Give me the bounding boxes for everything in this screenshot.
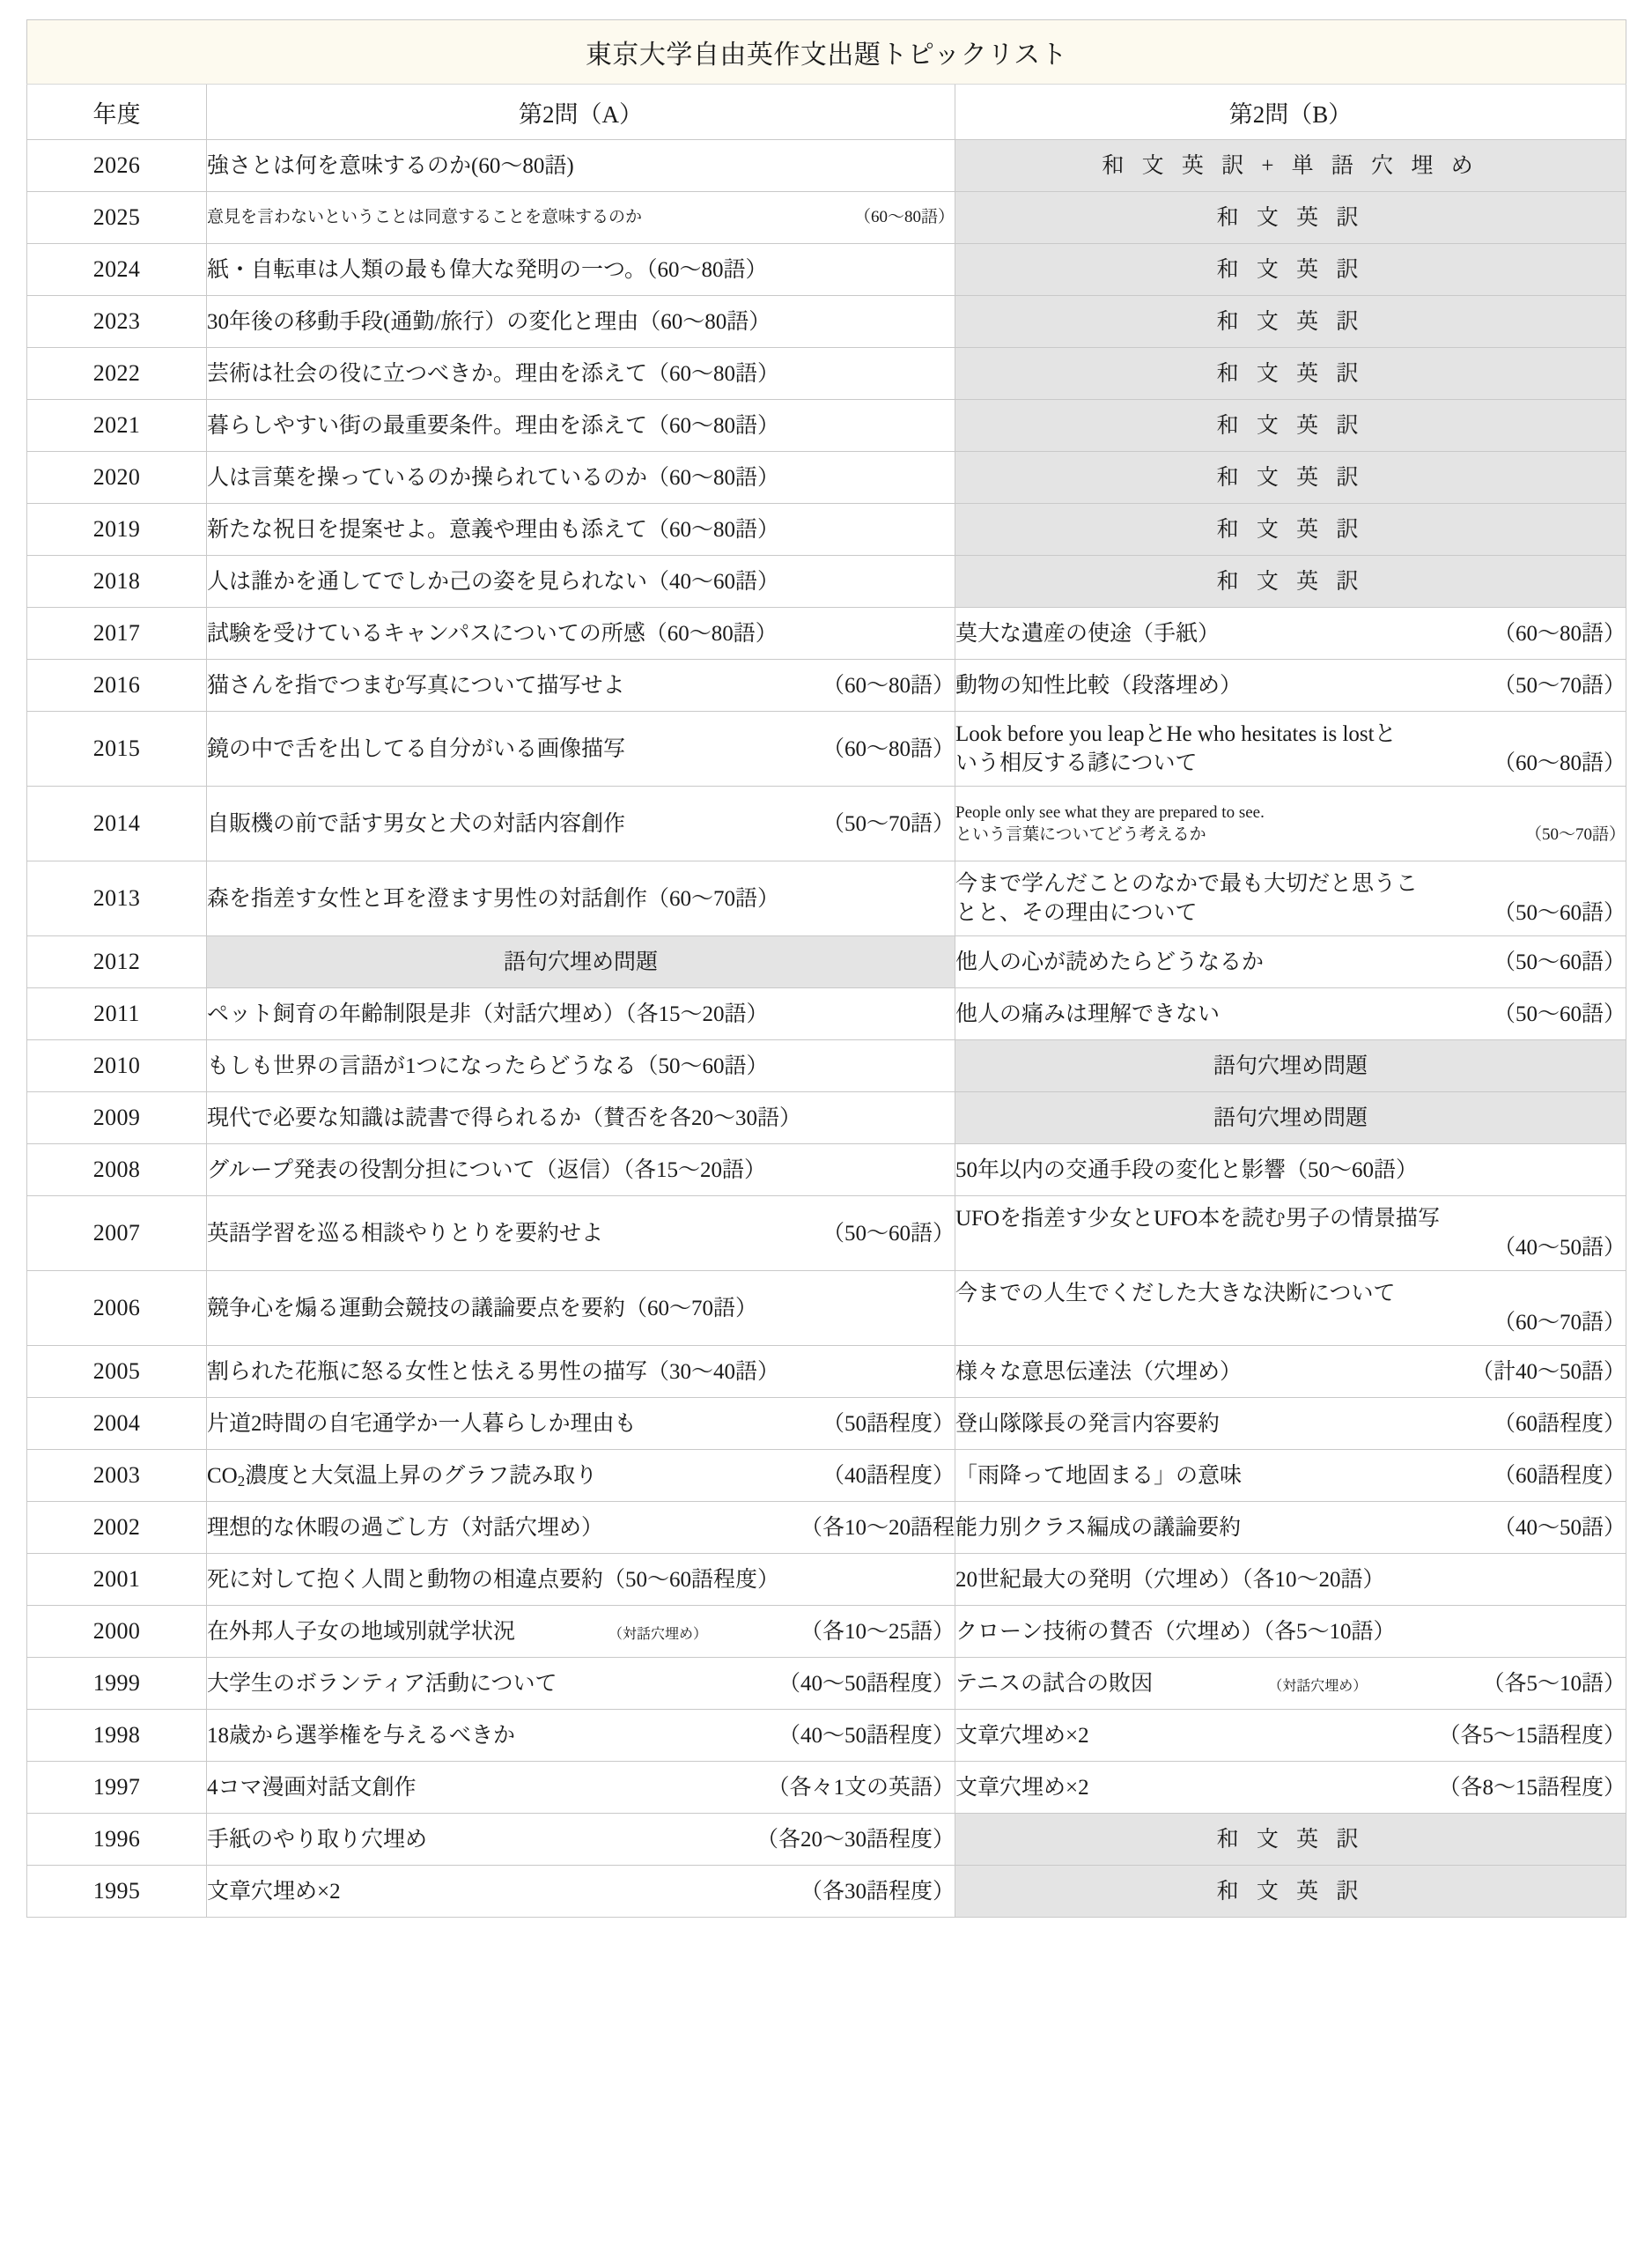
- cell-question-a-word-count: （各10〜25語）: [800, 1619, 955, 1644]
- table-row: [27, 1502, 1626, 1554]
- cell-question-b: [955, 1866, 1626, 1918]
- row-year: 2011: [27, 988, 207, 1040]
- cell-question-a-line: [207, 206, 955, 228]
- cell-question-a: [207, 1196, 955, 1271]
- table-row: [27, 1040, 1626, 1092]
- cell-question-a-text: 競争心を煽る運動会競技の議論要点を要約（60〜70語）: [207, 1296, 758, 1320]
- cell-question-a-line: [207, 1357, 955, 1386]
- cell-question-b-line-2: [955, 1308, 1626, 1337]
- cell-question-b-text: 語句穴埋め問題: [1213, 1054, 1368, 1078]
- cell-question-b-text: 和 文 英 訳: [1216, 1879, 1365, 1904]
- cell-question-a-word-count: （40〜50語程度）: [778, 1671, 955, 1696]
- cell-question-b-note: （対話穴埋め）: [1268, 1678, 1368, 1694]
- table-row: [27, 861, 1626, 936]
- cell-question-a-line: [207, 948, 955, 977]
- cell-question-a-word-count: （50語程度）: [822, 1411, 955, 1436]
- table-row: [27, 1658, 1626, 1710]
- cell-question-a-line: [207, 411, 955, 440]
- cell-question-a: [207, 348, 955, 400]
- cell-question-a-word-count: （各々1文の英語）: [767, 1775, 955, 1800]
- cell-question-b: [955, 1040, 1626, 1092]
- table-row: [27, 296, 1626, 348]
- table-row: [27, 608, 1626, 660]
- cell-question-b: [955, 861, 1626, 936]
- row-year: 2013: [27, 861, 207, 936]
- row-year: 1999: [27, 1658, 207, 1710]
- cell-question-a-text: 新たな祝日を提案せよ。意義や理由も添えて（60〜80語）: [207, 517, 780, 542]
- cell-question-a-text: $CO_2$濃度と大気温上昇のグラフ読み取り: [207, 1463, 598, 1490]
- cell-question-b-line: [955, 1669, 1626, 1698]
- cell-question-a-line: [207, 810, 955, 839]
- row-year: 2007: [27, 1196, 207, 1271]
- table-row: [27, 787, 1626, 861]
- cell-question-b-line: [955, 1461, 1626, 1490]
- cell-question-a: [207, 608, 955, 660]
- cell-question-a-word-count: （50〜70語）: [822, 811, 955, 836]
- cell-question-b-text: 和 文 英 訳: [1216, 257, 1365, 282]
- cell-question-a: [207, 1040, 955, 1092]
- cell-question-a-text: 30年後の移動手段(通勤/旅行）の変化と理由（60〜80語）: [207, 309, 771, 334]
- cell-question-b-text-2: とと、その理由について: [955, 901, 1198, 925]
- cell-question-a: [207, 712, 955, 787]
- cell-question-b: [955, 1762, 1626, 1814]
- table-row: [27, 1710, 1626, 1762]
- cell-question-b-word-count: （50〜70語）: [1524, 825, 1626, 844]
- cell-question-a-text: 森を指差す女性と耳を澄ます男性の対話創作（60〜70語）: [207, 886, 780, 911]
- table-row: [27, 400, 1626, 452]
- cell-question-a: [207, 988, 955, 1040]
- table-row: [27, 504, 1626, 556]
- cell-question-b-line: [955, 1156, 1626, 1185]
- cell-question-a-line: [207, 1104, 955, 1133]
- cell-question-a-line: [207, 1565, 955, 1594]
- cell-question-a-text: 18歳から選挙権を与えるべきか: [207, 1723, 516, 1748]
- header-col-a: 第2問（A）: [207, 85, 955, 140]
- cell-question-b: [955, 192, 1626, 244]
- cell-question-a: [207, 861, 955, 936]
- cell-question-a: [207, 140, 955, 192]
- row-year: 2009: [27, 1092, 207, 1144]
- cell-question-a-text: グループ発表の役割分担について（返信）（各15〜20語）: [207, 1157, 767, 1182]
- cell-question-a-text: 在外邦人子女の地域別就学状況: [207, 1619, 516, 1644]
- cell-question-b-word-count: （60語程度）: [1493, 1463, 1626, 1488]
- cell-question-a-text: 割られた花瓶に怒る女性と怯える男性の描写（30〜40語）: [207, 1359, 780, 1384]
- cell-question-b: [955, 1710, 1626, 1762]
- cell-question-b-line: [955, 203, 1626, 233]
- cell-question-a-text: 紙・自転車は人類の最も偉大な発明の一つ。（60〜80語）: [207, 257, 768, 282]
- cell-question-a: [207, 296, 955, 348]
- header-col-b: 第2問（B）: [955, 85, 1626, 140]
- cell-question-b-line-2: [955, 898, 1626, 928]
- cell-question-b: [955, 1502, 1626, 1554]
- cell-question-b-line: [955, 948, 1626, 977]
- cell-question-b-text: 登山隊隊長の発言内容要約: [955, 1411, 1221, 1436]
- table-row: [27, 1398, 1626, 1450]
- cell-question-b: [955, 660, 1626, 712]
- cell-question-b-word-count: （40〜50語）: [1493, 1515, 1626, 1540]
- cell-question-a-text: 手紙のやり取り穴埋め: [207, 1827, 428, 1852]
- row-year: 2018: [27, 556, 207, 608]
- cell-question-b-line: [955, 1104, 1626, 1133]
- row-year: 2003: [27, 1450, 207, 1502]
- cell-question-a-line: [207, 1721, 955, 1750]
- cell-question-a-line: [207, 1294, 955, 1323]
- row-year: 1995: [27, 1866, 207, 1918]
- cell-question-b-word-count: （60〜70語）: [1493, 1311, 1626, 1335]
- cell-question-a-line: [207, 152, 955, 181]
- cell-question-b-text: 他人の痛みは理解できない: [955, 1002, 1221, 1026]
- row-year: 2017: [27, 608, 207, 660]
- cell-question-a-word-count: （60〜80語）: [822, 673, 955, 698]
- cell-question-b-text: 語句穴埋め問題: [1213, 1105, 1368, 1130]
- cell-question-b: [955, 1450, 1626, 1502]
- row-year: 2023: [27, 296, 207, 348]
- cell-question-b-line: [955, 255, 1626, 285]
- cell-question-b-line-1: 今までの人生でくだした大きな決断について: [955, 1282, 1396, 1305]
- cell-question-a-text: 意見を言わないということは同意することを意味するのか: [207, 208, 643, 227]
- cell-question-b-line-1: UFOを指差す少女とUFO本を読む男子の情景描写: [955, 1207, 1441, 1231]
- table-row: [27, 1450, 1626, 1502]
- cell-question-b-text: 50年以内の交通手段の変化と影響（50〜60語）: [955, 1157, 1419, 1182]
- table-row: [27, 1606, 1626, 1658]
- cell-question-b-text: 他人の心が読めたらどうなるか: [955, 950, 1265, 974]
- cell-question-a-word-count: （60〜80語）: [853, 208, 955, 227]
- cell-question-b: [955, 504, 1626, 556]
- cell-question-a-line: [207, 307, 955, 336]
- row-year: 2012: [27, 936, 207, 988]
- cell-question-b-line: [955, 307, 1626, 336]
- table-row: [27, 244, 1626, 296]
- cell-question-a-text: 猫さんを指でつまむ写真について描写せよ: [207, 673, 625, 698]
- cell-question-a-text: 現代で必要な知識は読書で得られるか（賛否を各20〜30語）: [207, 1105, 802, 1130]
- table-row: [27, 1196, 1626, 1271]
- cell-question-a: [207, 1554, 955, 1606]
- cell-question-a: [207, 936, 955, 988]
- cell-question-b: [955, 988, 1626, 1040]
- cell-question-a: [207, 452, 955, 504]
- cell-question-b: [955, 1606, 1626, 1658]
- table-row: [27, 712, 1626, 787]
- cell-question-b-word-count: （40〜50語）: [1493, 1236, 1626, 1260]
- table-row: [27, 988, 1626, 1040]
- cell-question-a-line: [207, 1669, 955, 1698]
- cell-question-a-text: 自販機の前で話す男女と犬の対話内容創作: [207, 811, 626, 836]
- cell-question-b-word-count: （60語程度）: [1493, 1411, 1626, 1436]
- row-year: 2020: [27, 452, 207, 504]
- cell-question-b: [955, 1554, 1626, 1606]
- cell-question-a-line: [207, 884, 955, 913]
- cell-question-b: [955, 712, 1626, 787]
- cell-question-a: [207, 504, 955, 556]
- cell-question-b: [955, 936, 1626, 988]
- cell-question-b-line: [955, 515, 1626, 544]
- cell-question-a-line: [207, 1000, 955, 1029]
- cell-question-a-line: [207, 463, 955, 492]
- table-row: [27, 1144, 1626, 1196]
- cell-question-a-line: [207, 619, 955, 648]
- cell-question-a: [207, 1710, 955, 1762]
- cell-question-b: [955, 608, 1626, 660]
- table-row: [27, 1554, 1626, 1606]
- cell-question-a-line: [207, 515, 955, 544]
- cell-question-b-text: 和 文 英 訳: [1216, 413, 1365, 438]
- cell-question-b-text-2: いう相反する諺について: [955, 751, 1198, 775]
- row-year: 2002: [27, 1502, 207, 1554]
- cell-question-b-word-count: （計40〜50語）: [1471, 1359, 1626, 1384]
- cell-question-b: [955, 1658, 1626, 1710]
- cell-question-a-word-count: （40語程度）: [822, 1463, 955, 1488]
- cell-question-a: [207, 1502, 955, 1554]
- table-row: [27, 1092, 1626, 1144]
- cell-question-b-text: 20世紀最大の発明（穴埋め）（各10〜20語）: [955, 1567, 1385, 1592]
- cell-question-a: [207, 787, 955, 861]
- row-year: 2021: [27, 400, 207, 452]
- cell-question-a-text: 大学生のボランティア活動について: [207, 1671, 557, 1696]
- cell-question-a-text: 英語学習を巡る相談やりとりを要約せよ: [207, 1221, 604, 1246]
- cell-question-a-line: [207, 1156, 955, 1185]
- cell-question-b-word-count: （各5〜10語）: [1482, 1671, 1626, 1696]
- row-year: 1997: [27, 1762, 207, 1814]
- cell-question-b-line: [955, 411, 1626, 440]
- cell-question-b-text: テニスの試合の敗因: [955, 1671, 1154, 1696]
- cell-question-a-word-count: （各20〜30語程度）: [756, 1827, 955, 1852]
- row-year: 2008: [27, 1144, 207, 1196]
- cell-question-b-line: [955, 1409, 1626, 1438]
- cell-question-b-line-1: Look before you leapとHe who hesitates is lostと: [955, 722, 1397, 746]
- cell-question-b-word-count: （50〜60語）: [1493, 901, 1626, 925]
- cell-question-b: [955, 244, 1626, 296]
- table-row: [27, 348, 1626, 400]
- cell-question-a: [207, 400, 955, 452]
- cell-question-a: [207, 1606, 955, 1658]
- row-year: 2022: [27, 348, 207, 400]
- table-row: [27, 1346, 1626, 1398]
- cell-question-b: [955, 296, 1626, 348]
- cell-question-a-line: [207, 1825, 955, 1854]
- table-row: [27, 192, 1626, 244]
- cell-question-b: [955, 452, 1626, 504]
- row-year: 2000: [27, 1606, 207, 1658]
- cell-question-a: [207, 556, 955, 608]
- cell-question-b: [955, 1398, 1626, 1450]
- row-year: 1998: [27, 1710, 207, 1762]
- cell-question-b-line-2: [955, 824, 1626, 846]
- cell-question-b-line: [955, 1721, 1626, 1750]
- cell-question-b-word-count: （60〜80語）: [1493, 751, 1626, 775]
- cell-question-b-text: 能力別クラス編成の議論要約: [955, 1515, 1242, 1540]
- cell-question-a-word-count: （各10〜20語程: [800, 1515, 955, 1540]
- cell-question-b: [955, 1814, 1626, 1866]
- cell-question-a: [207, 1658, 955, 1710]
- cell-question-b-word-count: （50〜70語）: [1493, 673, 1626, 698]
- row-year: 2015: [27, 712, 207, 787]
- table-row: [27, 1866, 1626, 1918]
- cell-question-b-text: 様々な意思伝達法（穴埋め）: [955, 1359, 1243, 1384]
- cell-question-a-line: [207, 1461, 955, 1490]
- cell-question-a: [207, 1866, 955, 1918]
- cell-question-b-text: 文章穴埋め×2: [955, 1723, 1089, 1748]
- cell-question-a-note: （対話穴埋め）: [608, 1626, 707, 1642]
- topic-table: [26, 19, 1626, 1918]
- cell-question-b: [955, 1346, 1626, 1398]
- cell-question-b-line-1: People only see what they are prepared to see.: [955, 802, 1265, 822]
- cell-question-b-line: [955, 1825, 1626, 1854]
- title-row: [27, 20, 1626, 85]
- cell-question-a-text: もしも世界の言語が1つになったらどうなる（50〜60語）: [207, 1054, 769, 1078]
- cell-question-a-word-count: （40〜50語程度）: [778, 1723, 955, 1748]
- cell-question-a-text: 語句穴埋め問題: [503, 950, 658, 974]
- row-year: 2001: [27, 1554, 207, 1606]
- cell-question-b-text: 和 文 英 訳: [1216, 569, 1365, 594]
- cell-question-b-line-2: [955, 749, 1626, 778]
- cell-question-b: [955, 400, 1626, 452]
- cell-question-a-text: 片道2時間の自宅通学か一人暮らしか理由も: [207, 1411, 637, 1436]
- cell-question-b-line: [955, 359, 1626, 388]
- table-row: [27, 1271, 1626, 1346]
- cell-question-b-line-1: 今まで学んだことのなかで最も大切だと思うこ: [955, 872, 1419, 896]
- row-year: 2006: [27, 1271, 207, 1346]
- cell-question-a-text: 鏡の中で舌を出してる自分がいる画像描写: [207, 736, 626, 761]
- cell-question-b-line: [955, 1773, 1626, 1802]
- cell-question-a-line: [207, 359, 955, 388]
- cell-question-b-word-count: （各8〜15語程度）: [1438, 1775, 1626, 1800]
- cell-question-b-text: 和 文 英 訳: [1216, 309, 1365, 334]
- cell-question-a: [207, 1271, 955, 1346]
- cell-question-a: [207, 1814, 955, 1866]
- cell-question-a-text: 人は言葉を操っているのか操られているのか（60〜80語）: [207, 465, 780, 490]
- table-row: [27, 1762, 1626, 1814]
- cell-question-b: [955, 1271, 1626, 1346]
- row-year: 2014: [27, 787, 207, 861]
- cell-question-a-text: 死に対して抱く人間と動物の相違点要約（50〜60語程度）: [207, 1567, 780, 1592]
- cell-question-b-text: 莫大な遺産の使途（手紙）: [955, 621, 1221, 646]
- cell-question-a-text: 人は誰かを通してでしか己の姿を見られない（40〜60語）: [207, 569, 780, 594]
- header-year: 年度: [27, 85, 207, 140]
- row-year: 1996: [27, 1814, 207, 1866]
- cell-question-b-line: [955, 463, 1626, 492]
- cell-question-b-text: 文章穴埋め×2: [955, 1775, 1089, 1800]
- table-row: [27, 452, 1626, 504]
- cell-question-b-line: [955, 671, 1626, 700]
- cell-question-a: [207, 244, 955, 296]
- cell-question-b-text-2: という言葉についてどう考えるか: [955, 825, 1206, 844]
- table-row: [27, 556, 1626, 608]
- cell-question-b-line: [955, 1052, 1626, 1081]
- cell-question-b-text: 和 文 英 訳: [1216, 1827, 1365, 1852]
- row-year: 2010: [27, 1040, 207, 1092]
- cell-question-b-line: [955, 1000, 1626, 1029]
- row-year: 2016: [27, 660, 207, 712]
- cell-question-a-line: [207, 735, 955, 764]
- cell-question-b: [955, 556, 1626, 608]
- cell-question-b-text: 和 文 英 訳: [1216, 361, 1365, 386]
- table-header-row: [27, 85, 1626, 140]
- cell-question-a-word-count: （50〜60語）: [822, 1221, 955, 1246]
- cell-question-b-text: クローン技術の賛否（穴埋め）（各5〜10語）: [955, 1619, 1396, 1644]
- cell-question-b-line: [955, 567, 1626, 596]
- cell-question-b-line: [955, 152, 1626, 181]
- cell-question-b-line: [955, 1617, 1626, 1646]
- cell-question-b-line-2: [955, 1233, 1626, 1262]
- cell-question-a-line: [207, 1052, 955, 1081]
- cell-question-a-text: 文章穴埋め×2: [207, 1879, 341, 1904]
- cell-question-a: [207, 1450, 955, 1502]
- cell-question-a-line: [207, 1409, 955, 1438]
- cell-question-a-line: [207, 1617, 955, 1646]
- cell-question-b-word-count: （60〜80語）: [1493, 621, 1626, 646]
- table-row: [27, 936, 1626, 988]
- cell-question-a: [207, 1762, 955, 1814]
- cell-question-a: [207, 1144, 955, 1196]
- cell-question-b-line: [955, 619, 1626, 648]
- cell-question-b-word-count: （50〜60語）: [1493, 1002, 1626, 1026]
- cell-question-a-text: 暮らしやすい街の最重要条件。理由を添えて（60〜80語）: [207, 413, 780, 438]
- cell-question-b-word-count: （50〜60語）: [1493, 950, 1626, 974]
- cell-question-a-line: [207, 1877, 955, 1906]
- row-year: 2025: [27, 192, 207, 244]
- row-year: 2019: [27, 504, 207, 556]
- cell-question-a-word-count: （各30語程度）: [800, 1879, 955, 1904]
- cell-question-a: [207, 1398, 955, 1450]
- cell-question-b-line: [955, 1513, 1626, 1542]
- cell-question-a-line: [207, 255, 955, 285]
- cell-question-b-line: [955, 1877, 1626, 1906]
- cell-question-b-text: 和 文 英 訳: [1216, 517, 1365, 542]
- cell-question-a-line: [207, 1513, 955, 1542]
- cell-question-a-text: 理想的な休暇の過ごし方（対話穴埋め）: [207, 1515, 604, 1540]
- cell-question-a-text: 4コマ漫画対話文創作: [207, 1775, 417, 1800]
- cell-question-a-line: [207, 1219, 955, 1248]
- cell-question-b-line: [955, 1565, 1626, 1594]
- cell-question-b: [955, 787, 1626, 861]
- cell-question-a-text: ペット飼育の年齢制限是非（対話穴埋め）（各15〜20語）: [207, 1002, 769, 1026]
- table-row: [27, 140, 1626, 192]
- cell-question-a-text: 試験を受けているキャンパスについての所感（60〜80語）: [207, 621, 778, 646]
- row-year: 2005: [27, 1346, 207, 1398]
- cell-question-a-line: [207, 671, 955, 700]
- cell-question-a-text: 強さとは何を意味するのか(60〜80語): [207, 153, 574, 178]
- cell-question-b-text: 和 文 英 訳: [1216, 205, 1365, 230]
- cell-question-b: [955, 1144, 1626, 1196]
- cell-question-b-text: 和 文 英 訳: [1216, 465, 1365, 490]
- cell-question-a-line: [207, 567, 955, 596]
- row-year: 2024: [27, 244, 207, 296]
- cell-question-b-text: 動物の知性比較（段落埋め）: [955, 673, 1243, 698]
- cell-question-b-word-count: （各5〜15語程度）: [1438, 1723, 1626, 1748]
- cell-question-b: [955, 348, 1626, 400]
- cell-question-a-text: 芸術は社会の役に立つべきか。理由を添えて（60〜80語）: [207, 361, 780, 386]
- cell-question-a-line: [207, 1773, 955, 1802]
- cell-question-a-word-count: （60〜80語）: [822, 736, 955, 761]
- cell-question-b: [955, 140, 1626, 192]
- cell-question-b: [955, 1092, 1626, 1144]
- cell-question-b-line: [955, 1357, 1626, 1386]
- cell-question-a: [207, 1092, 955, 1144]
- row-year: 2004: [27, 1398, 207, 1450]
- table-row: [27, 660, 1626, 712]
- cell-question-b: [955, 1196, 1626, 1271]
- cell-question-a: [207, 660, 955, 712]
- cell-question-a: [207, 1346, 955, 1398]
- table-row: [27, 1814, 1626, 1866]
- page-title: 東京大学自由英作文出題トピックリスト: [27, 20, 1626, 85]
- row-year: 2026: [27, 140, 207, 192]
- cell-question-b-text: 「雨降って地固まる」の意味: [955, 1463, 1243, 1488]
- cell-question-b-text: 和 文 英 訳 + 単 語 穴 埋 め: [1102, 153, 1479, 178]
- cell-question-a: [207, 192, 955, 244]
